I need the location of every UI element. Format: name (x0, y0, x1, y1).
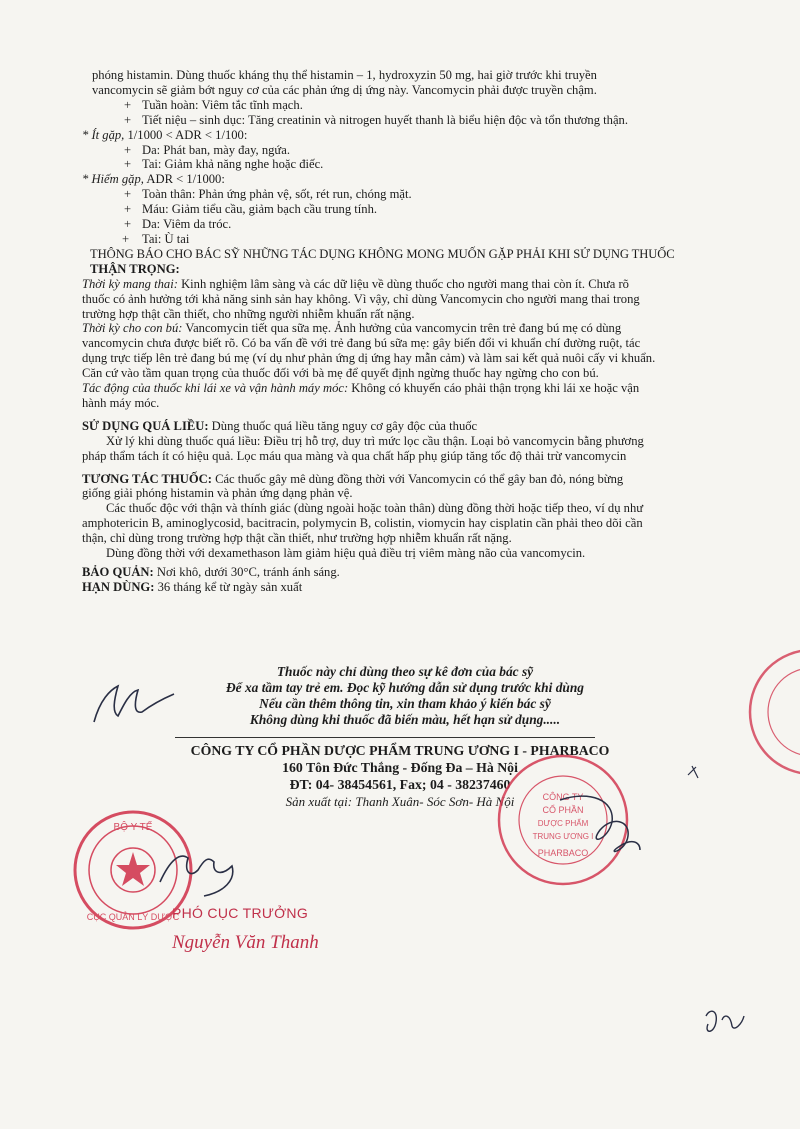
text-line: thận, chỉ dùng trong trường hợp thật cần thiết, như trường hợp nhiễm khuẩn rất nặng. (82, 531, 512, 546)
svg-text:DƯỢC PHẨM: DƯỢC PHẨM (537, 819, 589, 828)
signatory-title: PHÓ CỤC TRƯỞNG (172, 905, 309, 921)
text-line: Xử lý khi dùng thuốc quá liều: Điều trị hỗ trợ, duy trì mức lọc cầu thận. Loại bỏ vancomycin bằng phương (106, 433, 644, 448)
notify-doctor-line: THÔNG BÁO CHO BÁC SỸ NHỮNG TÁC DỤNG KHÔNG MONG MUỐN GẶP PHẢI KHI SỬ DỤNG THUỐC (90, 246, 675, 261)
director-signature (160, 856, 233, 896)
text-line: hành máy móc. (82, 395, 160, 410)
svg-text:CỔ PHẦN: CỔ PHẦN (542, 805, 584, 815)
text-line: Các thuốc độc với thận và thính giác (dùng ngoài hoặc toàn thân) dùng đồng thời hoặc tiếp theo, ví dụ như (106, 501, 644, 516)
company-block (170, 742, 630, 810)
paragraph-expiry: HẠN DÙNG: 36 tháng kể từ ngày sản xuất (82, 579, 303, 594)
frequency-heading: * Hiếm gặp, ADR < 1/1000: (82, 172, 225, 187)
left-signature (94, 686, 174, 722)
text-line: vancomycin chưa được biết rõ. Có ba vấn đề với trẻ đang bú sữa mẹ: gây biến đổi vi khuẩn chí đường ruột, tác (82, 336, 641, 351)
text-line: Căn cứ vào tầm quan trọng của thuốc đối với bà mẹ để quyết định ngừng thuốc hay ngừng cho con bú. (82, 366, 599, 381)
company-address: 160 Tôn Đức Thắng - Đống Đa – Hà Nội (282, 760, 518, 775)
list-item: + Máu: Giảm tiểu cầu, giảm bạch cầu trung tính. (124, 202, 378, 217)
list-item: + Tai: Ù tai (122, 231, 190, 246)
svg-text:CỤC QUẢN LÝ DƯỢC: CỤC QUẢN LÝ DƯỢC (86, 912, 180, 922)
divider (175, 737, 595, 738)
text-line: amphotericin B, aminoglycosid, bacitracin, polymycin B, colistin, viomycin hay cisplatin cần phải theo dõi cần (82, 516, 643, 531)
signatory-name: Nguyễn Văn Thanh (172, 932, 319, 953)
frequency-heading: * Ít gặp, 1/1000 < ADR < 1/100: (82, 127, 248, 142)
list-item: + Toàn thân: Phản ứng phản vệ, sốt, rét run, chóng mặt. (124, 187, 412, 202)
paragraph-driving: Tác động của thuốc khi lái xe và vận hành máy móc: Không có khuyến cáo phải thận trọng khi lái xe hoặc vận (82, 381, 640, 396)
usage-notice (170, 664, 640, 728)
list-item: + Tai: Giảm khả năng nghe hoặc điếc. (124, 157, 324, 172)
text-line: vancomycin sẽ giảm bớt nguy cơ của các phản ứng dị ứng này. Vancomycin phải được truyền chậm. (92, 82, 597, 97)
manufacture-site: Sản xuất tại: Thanh Xuân- Sóc Sơn- Hà Nội (285, 794, 515, 809)
text-line: Dùng đồng thời với dexamethason làm giảm hiệu quả điều trị viêm màng não của vancomycin. (106, 546, 586, 561)
svg-text:BỘ Y TẾ: BỘ Y TẾ (113, 822, 153, 833)
text-line: giống giải phóng histamin và phản ứng dạng phản vệ. (82, 486, 353, 501)
text-line: phóng histamin. Dùng thuốc kháng thụ thể histamin – 1, hydroxyzin 50 mg, hai giờ trước khi truyền (92, 68, 597, 82)
paragraph-storage: BẢO QUẢN: Nơi khô, dưới 30°C, tránh ánh sáng. (82, 565, 340, 579)
paragraph-pregnancy: Thời kỳ mang thai: Kinh nghiệm lâm sàng và các dữ liệu về dùng thuốc cho người mang thai còn ít. Chưa rõ (82, 276, 629, 291)
notice-line: Nếu cần thêm thông tin, xin tham khảo ý kiến bác sỹ (259, 696, 551, 711)
svg-text:CÔNG TY: CÔNG TY (542, 792, 584, 802)
paragraph-interactions: TƯƠNG TÁC THUỐC: Các thuốc gây mê dùng đồng thời với Vancomycin có thể gây ban đỏ, nóng bừng (82, 471, 624, 486)
initials-mark (706, 1011, 744, 1031)
text-line: pháp thẩm tách ít có hiệu quả. Lọc máu qua màng và qua chất hấp phụ giúp tăng tốc độ thải trừ vancomycin (82, 448, 627, 463)
notice-line: Để xa tầm tay trẻ em. Đọc kỹ hướng dẫn sử dụng trước khi dùng (226, 680, 584, 695)
svg-text:PHARBACO: PHARBACO (537, 848, 589, 858)
company-phone: ĐT: 04- 38454561, Fax; 04 - 38237460 (289, 777, 511, 792)
paragraph-lactation: Thời kỳ cho con bú: Vancomycin tiết qua sữa mẹ. Ảnh hưởng của vancomycin trên trẻ đang bú mẹ có dùng (82, 321, 622, 336)
section-heading-caution: THẬN TRỌNG: (90, 261, 180, 276)
list-item: + Tiết niệu – sinh dục: Tăng creatinin và nitrogen huyết thanh là biểu hiện độc và tổn thương thận. (124, 112, 629, 127)
list-item: + Da: Viêm da tróc. (124, 217, 232, 232)
svg-text:TRUNG ƯƠNG I: TRUNG ƯƠNG I (532, 832, 594, 841)
edge-seal (750, 650, 800, 774)
paragraph-overdose: SỬ DỤNG QUÁ LIỀU: Dùng thuốc quá liều tăng nguy cơ gây độc của thuốc (82, 418, 478, 433)
leaflet-body (82, 68, 722, 595)
text-line: thuốc có ảnh hưởng tới khả năng sinh sản hay không. Vì vậy, chỉ dùng Vancomycin cho người mang thai trong (82, 291, 640, 306)
list-item: + Da: Phát ban, mày đay, ngứa. (124, 142, 291, 157)
text-line: dụng trực tiếp lên trẻ đang bú mẹ (ví dụ như phản ứng dị ứng hay mẫn cảm) và làm sai kết quả nuôi cấy vi khuẩn. (82, 351, 656, 366)
text-line: trường hợp thật cần thiết, cho những người nhiễm khuẩn rất nặng. (82, 306, 415, 321)
pen-mark (688, 766, 698, 778)
list-item: + Tuần hoàn: Viêm tắc tĩnh mạch. (124, 97, 303, 112)
notice-line: Thuốc này chỉ dùng theo sự kê đơn của bác sỹ (276, 664, 534, 679)
notice-line: Không dùng khi thuốc đã biến màu, hết hạn sử dụng..... (249, 712, 561, 727)
company-name: CÔNG TY CỔ PHẦN DƯỢC PHẨM TRUNG ƯƠNG I - PHARBACO (190, 743, 610, 758)
